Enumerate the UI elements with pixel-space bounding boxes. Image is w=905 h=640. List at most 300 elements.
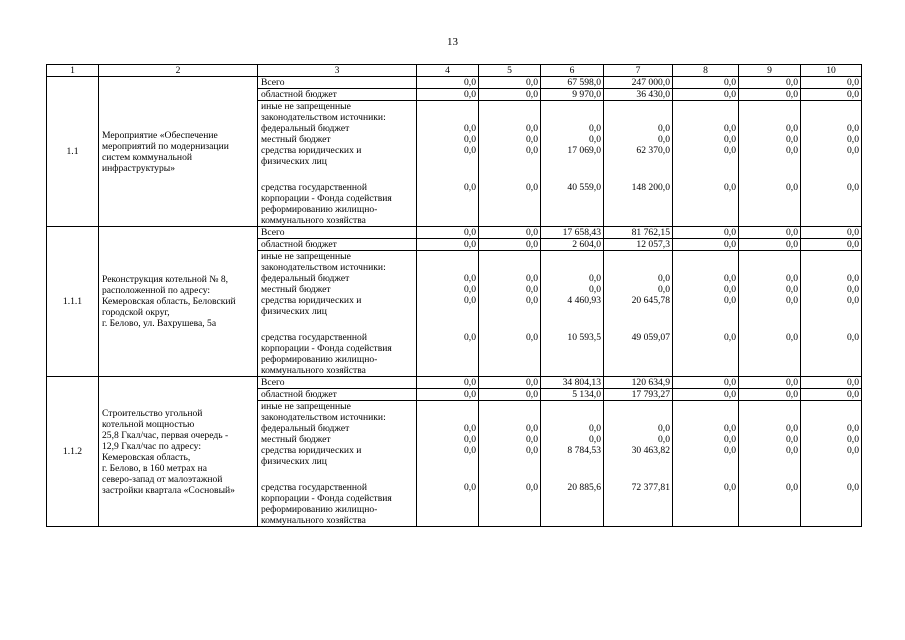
value-cell: 0,0 xyxy=(801,377,862,389)
spacer xyxy=(543,401,601,412)
value-cell: 0,0 xyxy=(739,77,801,89)
value-cell: 0,0 xyxy=(673,89,739,101)
column-header: 8 xyxy=(673,65,739,77)
value-cell-group xyxy=(541,101,604,227)
spacer xyxy=(419,112,476,123)
legal-entities-value: 0,0 xyxy=(786,445,798,456)
value-cell: 0,0 xyxy=(479,377,541,389)
event-name-line: расположенной по адресу: xyxy=(102,285,211,296)
fund-value: 0,0 xyxy=(847,332,859,343)
local-budget-value: 0,0 xyxy=(464,284,476,295)
legal-entities-label-line: средства юридических и xyxy=(261,295,362,306)
value-cell-group xyxy=(479,251,541,377)
local-budget-value: 0,0 xyxy=(526,134,538,145)
spacer xyxy=(543,112,601,123)
fund-label-line: реформированию жилищно- xyxy=(261,504,378,515)
budget-table xyxy=(46,64,862,527)
value-cell: 120 634,9 xyxy=(604,377,673,389)
column-header: 7 xyxy=(604,65,673,77)
spacer xyxy=(543,456,601,467)
spacer xyxy=(803,262,859,273)
spacer xyxy=(675,156,736,167)
federal-budget-value: 0,0 xyxy=(786,273,798,284)
fund-value: 49 059,07 xyxy=(631,332,670,343)
local-budget-value: 0,0 xyxy=(786,434,798,445)
value-cell: 2 604,0 xyxy=(541,239,604,251)
other-sources-heading-line: иные не запрещенные xyxy=(261,251,351,262)
spacer xyxy=(741,306,798,317)
local-budget-value: 0,0 xyxy=(658,284,670,295)
federal-budget-value: 0,0 xyxy=(589,273,601,284)
spacer xyxy=(261,167,414,182)
value-cell: 247 000,0 xyxy=(604,77,673,89)
spacer xyxy=(741,101,798,112)
event-name-line: Мероприятие «Обеспечение xyxy=(102,129,218,141)
spacer xyxy=(741,262,798,273)
event-name-line: систем коммунальной xyxy=(102,151,193,163)
legal-entities-value: 0,0 xyxy=(847,445,859,456)
value-cell-group xyxy=(417,251,479,377)
value-cell-group xyxy=(479,101,541,227)
spacer xyxy=(419,156,476,167)
event-name-line: Кемеровская область, Беловский xyxy=(102,296,236,307)
source-labels-other xyxy=(258,401,417,527)
spacer xyxy=(481,412,538,423)
federal-budget-value: 0,0 xyxy=(847,423,859,434)
spacer xyxy=(803,317,859,332)
local-budget-value: 0,0 xyxy=(786,134,798,145)
event-name xyxy=(99,77,258,227)
source-labels-other xyxy=(258,251,417,377)
fund-value: 72 377,81 xyxy=(631,482,670,493)
spacer xyxy=(543,467,601,482)
source-label-total: Всего xyxy=(258,377,417,389)
event-name-line: Строительство угольной xyxy=(102,407,203,419)
spacer xyxy=(419,317,476,332)
legal-entities-value: 20 645,78 xyxy=(631,295,670,306)
section-total-row xyxy=(47,77,862,89)
spacer xyxy=(675,317,736,332)
local-budget-value: 0,0 xyxy=(847,284,859,295)
fund-value: 0,0 xyxy=(786,482,798,493)
spacer xyxy=(803,456,859,467)
source-labels-other xyxy=(258,101,417,227)
fund-label-line: реформированию жилищно- xyxy=(261,354,378,365)
federal-budget-value: 0,0 xyxy=(847,273,859,284)
fund-label-line: корпорации - Фонда содействия xyxy=(261,343,392,354)
fund-label-line: коммунального хозяйства xyxy=(261,365,366,376)
source-label-regional: областной бюджет xyxy=(258,89,417,101)
fund-value: 40 559,0 xyxy=(567,182,601,193)
local-budget-value: 0,0 xyxy=(658,134,670,145)
local-budget-value: 0,0 xyxy=(464,434,476,445)
value-cell: 0,0 xyxy=(739,239,801,251)
legal-entities-label-line: средства юридических и xyxy=(261,445,362,456)
value-cell: 0,0 xyxy=(801,89,862,101)
legal-entities-value: 4 460,93 xyxy=(567,295,601,306)
legal-entities-value: 0,0 xyxy=(526,295,538,306)
section-total-row xyxy=(47,227,862,239)
event-name-line: застройки квартала «Сосновый» xyxy=(102,484,235,496)
source-label-regional: областной бюджет xyxy=(258,389,417,401)
federal-budget-value: 0,0 xyxy=(658,273,670,284)
spacer xyxy=(803,156,859,167)
value-cell: 0,0 xyxy=(417,377,479,389)
value-cell: 0,0 xyxy=(801,227,862,239)
federal-budget-value: 0,0 xyxy=(526,123,538,134)
value-cell-group xyxy=(801,401,862,527)
event-name-line: котельной мощностью xyxy=(102,418,195,430)
source-label-total: Всего xyxy=(258,77,417,89)
local-budget-value: 0,0 xyxy=(724,284,736,295)
value-cell: 0,0 xyxy=(479,77,541,89)
spacer xyxy=(419,412,476,423)
spacer xyxy=(543,317,601,332)
value-cell: 36 430,0 xyxy=(604,89,673,101)
value-cell: 17 793,27 xyxy=(604,389,673,401)
other-sources-heading-line: законодательством источники: xyxy=(261,412,386,423)
value-cell: 0,0 xyxy=(479,227,541,239)
spacer xyxy=(419,306,476,317)
spacer xyxy=(675,167,736,182)
spacer xyxy=(419,167,476,182)
federal-budget-value: 0,0 xyxy=(724,273,736,284)
spacer xyxy=(606,156,670,167)
legal-entities-value: 0,0 xyxy=(847,295,859,306)
legal-entities-value: 0,0 xyxy=(724,145,736,156)
value-cell: 0,0 xyxy=(417,239,479,251)
spacer xyxy=(675,262,736,273)
value-cell: 0,0 xyxy=(673,377,739,389)
local-budget-label: местный бюджет xyxy=(261,134,331,145)
value-cell: 0,0 xyxy=(739,227,801,239)
legal-entities-label-line: физических лиц xyxy=(261,456,327,467)
value-cell-group xyxy=(801,251,862,377)
event-name xyxy=(99,377,258,527)
value-cell-group xyxy=(417,401,479,527)
spacer xyxy=(606,167,670,182)
federal-budget-value: 0,0 xyxy=(526,423,538,434)
spacer xyxy=(803,306,859,317)
federal-budget-value: 0,0 xyxy=(847,123,859,134)
value-cell-group xyxy=(739,401,801,527)
spacer xyxy=(481,317,538,332)
value-cell: 0,0 xyxy=(739,377,801,389)
source-label-total: Всего xyxy=(258,227,417,239)
value-cell: 17 658,43 xyxy=(541,227,604,239)
fund-label-line: корпорации - Фонда содействия xyxy=(261,193,392,204)
spacer xyxy=(419,251,476,262)
fund-label-line: средства государственной xyxy=(261,182,367,193)
local-budget-value: 0,0 xyxy=(589,134,601,145)
value-cell: 0,0 xyxy=(673,389,739,401)
column-header: 9 xyxy=(739,65,801,77)
value-cell: 0,0 xyxy=(479,239,541,251)
legal-entities-value: 30 463,82 xyxy=(631,445,670,456)
legal-entities-label-line: средства юридических и xyxy=(261,145,362,156)
column-header: 3 xyxy=(258,65,417,77)
federal-budget-value: 0,0 xyxy=(786,123,798,134)
spacer xyxy=(803,412,859,423)
value-cell-group xyxy=(604,251,673,377)
event-name-line: мероприятий по модернизации xyxy=(102,140,229,152)
spacer xyxy=(419,101,476,112)
event-name-line: Кемеровская область, xyxy=(102,451,191,463)
spacer xyxy=(481,306,538,317)
page-number: 13 xyxy=(447,36,458,48)
row-number: 1.1.1 xyxy=(47,227,99,377)
spacer xyxy=(606,101,670,112)
value-cell: 0,0 xyxy=(739,389,801,401)
value-cell: 34 804,13 xyxy=(541,377,604,389)
spacer xyxy=(675,467,736,482)
federal-budget-label: федеральный бюджет xyxy=(261,273,350,284)
local-budget-value: 0,0 xyxy=(658,434,670,445)
spacer xyxy=(606,317,670,332)
column-header: 4 xyxy=(417,65,479,77)
spacer xyxy=(675,401,736,412)
spacer xyxy=(741,456,798,467)
local-budget-value: 0,0 xyxy=(724,134,736,145)
federal-budget-label: федеральный бюджет xyxy=(261,423,350,434)
fund-value: 0,0 xyxy=(786,332,798,343)
spacer xyxy=(741,317,798,332)
spacer xyxy=(606,412,670,423)
legal-entities-value: 0,0 xyxy=(526,145,538,156)
spacer xyxy=(606,306,670,317)
fund-value: 0,0 xyxy=(786,182,798,193)
legal-entities-value: 0,0 xyxy=(786,295,798,306)
spacer xyxy=(803,467,859,482)
spacer xyxy=(606,467,670,482)
event-name-line: г. Белово, ул. Вахрушева, 5а xyxy=(102,318,217,329)
spacer xyxy=(543,251,601,262)
value-cell: 67 598,0 xyxy=(541,77,604,89)
value-cell-group xyxy=(739,101,801,227)
spacer xyxy=(543,167,601,182)
value-cell-group xyxy=(673,401,739,527)
fund-value: 0,0 xyxy=(526,182,538,193)
value-cell: 0,0 xyxy=(673,77,739,89)
local-budget-value: 0,0 xyxy=(526,284,538,295)
federal-budget-label: федеральный бюджет xyxy=(261,123,350,134)
value-cell-group xyxy=(604,401,673,527)
value-cell: 9 970,0 xyxy=(541,89,604,101)
spacer xyxy=(606,401,670,412)
value-cell: 0,0 xyxy=(479,389,541,401)
spacer xyxy=(481,456,538,467)
source-label-regional: областной бюджет xyxy=(258,239,417,251)
legal-entities-value: 0,0 xyxy=(724,295,736,306)
legal-entities-value: 0,0 xyxy=(786,145,798,156)
fund-value: 148 200,0 xyxy=(631,182,670,193)
legal-entities-value: 0,0 xyxy=(464,145,476,156)
federal-budget-value: 0,0 xyxy=(464,423,476,434)
federal-budget-value: 0,0 xyxy=(589,423,601,434)
legal-entities-label-line: физических лиц xyxy=(261,306,327,317)
value-cell: 0,0 xyxy=(673,227,739,239)
spacer xyxy=(481,251,538,262)
spacer xyxy=(419,401,476,412)
spacer xyxy=(675,251,736,262)
event-name-line: г. Белово, в 160 метрах на xyxy=(102,462,208,474)
local-budget-value: 0,0 xyxy=(847,434,859,445)
column-header: 6 xyxy=(541,65,604,77)
spacer xyxy=(606,112,670,123)
fund-value: 0,0 xyxy=(464,482,476,493)
event-name xyxy=(99,227,258,377)
spacer xyxy=(675,306,736,317)
spacer xyxy=(481,467,538,482)
spacer xyxy=(741,412,798,423)
federal-budget-value: 0,0 xyxy=(786,423,798,434)
other-sources-heading-line: законодательством источники: xyxy=(261,262,386,273)
column-header: 10 xyxy=(801,65,862,77)
federal-budget-value: 0,0 xyxy=(724,423,736,434)
local-budget-value: 0,0 xyxy=(847,134,859,145)
value-cell: 5 134,0 xyxy=(541,389,604,401)
fund-value: 0,0 xyxy=(464,332,476,343)
spacer xyxy=(543,156,601,167)
spacer xyxy=(741,251,798,262)
event-name-line: Реконструкция котельной № 8, xyxy=(102,274,229,285)
fund-value: 0,0 xyxy=(847,182,859,193)
spacer xyxy=(543,306,601,317)
spacer xyxy=(741,156,798,167)
value-cell-group xyxy=(801,101,862,227)
value-cell: 0,0 xyxy=(417,227,479,239)
fund-value: 0,0 xyxy=(724,482,736,493)
value-cell: 0,0 xyxy=(417,77,479,89)
section-total-row xyxy=(47,377,862,389)
legal-entities-value: 0,0 xyxy=(847,145,859,156)
local-budget-value: 0,0 xyxy=(589,434,601,445)
legal-entities-value: 62 370,0 xyxy=(636,145,670,156)
column-header: 1 xyxy=(47,65,99,77)
value-cell: 0,0 xyxy=(801,239,862,251)
fund-value: 0,0 xyxy=(526,332,538,343)
spacer xyxy=(803,112,859,123)
spacer xyxy=(606,262,670,273)
fund-value: 0,0 xyxy=(724,332,736,343)
spacer xyxy=(543,262,601,273)
federal-budget-value: 0,0 xyxy=(724,123,736,134)
spacer xyxy=(481,156,538,167)
spacer xyxy=(261,317,414,332)
value-cell-group xyxy=(541,401,604,527)
value-cell: 0,0 xyxy=(417,389,479,401)
fund-label-line: коммунального хозяйства xyxy=(261,215,366,226)
legal-entities-value: 0,0 xyxy=(464,445,476,456)
spacer xyxy=(741,467,798,482)
spacer xyxy=(481,262,538,273)
legal-entities-value: 8 784,53 xyxy=(567,445,601,456)
fund-value: 0,0 xyxy=(526,482,538,493)
local-budget-value: 0,0 xyxy=(526,434,538,445)
legal-entities-value: 0,0 xyxy=(526,445,538,456)
spacer xyxy=(675,112,736,123)
spacer xyxy=(803,401,859,412)
spacer xyxy=(675,456,736,467)
column-header: 5 xyxy=(479,65,541,77)
federal-budget-value: 0,0 xyxy=(658,423,670,434)
spacer xyxy=(803,101,859,112)
legal-entities-label-line: физических лиц xyxy=(261,156,327,167)
legal-entities-value: 17 069,0 xyxy=(567,145,601,156)
event-name-line: 25,8 Гкал/час, первая очередь - xyxy=(102,429,229,441)
column-number-row xyxy=(47,65,862,77)
value-cell: 0,0 xyxy=(417,89,479,101)
column-header: 2 xyxy=(99,65,258,77)
spacer xyxy=(543,101,601,112)
spacer xyxy=(741,401,798,412)
event-name-line: инфраструктуры» xyxy=(102,162,176,174)
value-cell: 0,0 xyxy=(479,89,541,101)
fund-value: 0,0 xyxy=(464,182,476,193)
spacer xyxy=(675,412,736,423)
fund-value: 0,0 xyxy=(847,482,859,493)
spacer xyxy=(675,101,736,112)
spacer xyxy=(741,112,798,123)
fund-label-line: корпорации - Фонда содействия xyxy=(261,493,392,504)
fund-value: 10 593,5 xyxy=(567,332,601,343)
event-name-line: городской округ, xyxy=(102,307,170,318)
value-cell: 0,0 xyxy=(801,389,862,401)
fund-value: 0,0 xyxy=(724,182,736,193)
federal-budget-value: 0,0 xyxy=(658,123,670,134)
federal-budget-value: 0,0 xyxy=(526,273,538,284)
value-cell-group xyxy=(673,251,739,377)
spacer xyxy=(481,401,538,412)
row-number: 1.1 xyxy=(47,77,99,227)
local-budget-label: местный бюджет xyxy=(261,434,331,445)
spacer xyxy=(803,167,859,182)
spacer xyxy=(606,251,670,262)
federal-budget-value: 0,0 xyxy=(464,273,476,284)
value-cell-group xyxy=(673,101,739,227)
value-cell-group xyxy=(541,251,604,377)
local-budget-label: местный бюджет xyxy=(261,284,331,295)
fund-label-line: средства государственной xyxy=(261,482,367,493)
legal-entities-value: 0,0 xyxy=(724,445,736,456)
local-budget-value: 0,0 xyxy=(724,434,736,445)
spacer xyxy=(419,456,476,467)
spacer xyxy=(803,251,859,262)
fund-label-line: коммунального хозяйства xyxy=(261,515,366,526)
value-cell-group xyxy=(479,401,541,527)
other-sources-heading-line: законодательством источники: xyxy=(261,112,386,123)
federal-budget-value: 0,0 xyxy=(464,123,476,134)
event-name-line: 12,9 Гкал/час по адресу: xyxy=(102,440,202,452)
spacer xyxy=(261,467,414,482)
spacer xyxy=(419,262,476,273)
event-name-line: северо-запад от малоэтажной xyxy=(102,473,223,485)
fund-label-line: средства государственной xyxy=(261,332,367,343)
other-sources-heading-line: иные не запрещенные xyxy=(261,101,351,112)
other-sources-heading-line: иные не запрещенные xyxy=(261,401,351,412)
local-budget-value: 0,0 xyxy=(589,284,601,295)
fund-label-line: реформированию жилищно- xyxy=(261,204,378,215)
row-number: 1.1.2 xyxy=(47,377,99,527)
fund-value: 20 885,6 xyxy=(567,482,601,493)
value-cell: 0,0 xyxy=(673,239,739,251)
value-cell-group xyxy=(417,101,479,227)
spacer xyxy=(481,112,538,123)
spacer xyxy=(543,412,601,423)
value-cell-group xyxy=(739,251,801,377)
spacer xyxy=(481,101,538,112)
local-budget-value: 0,0 xyxy=(786,284,798,295)
